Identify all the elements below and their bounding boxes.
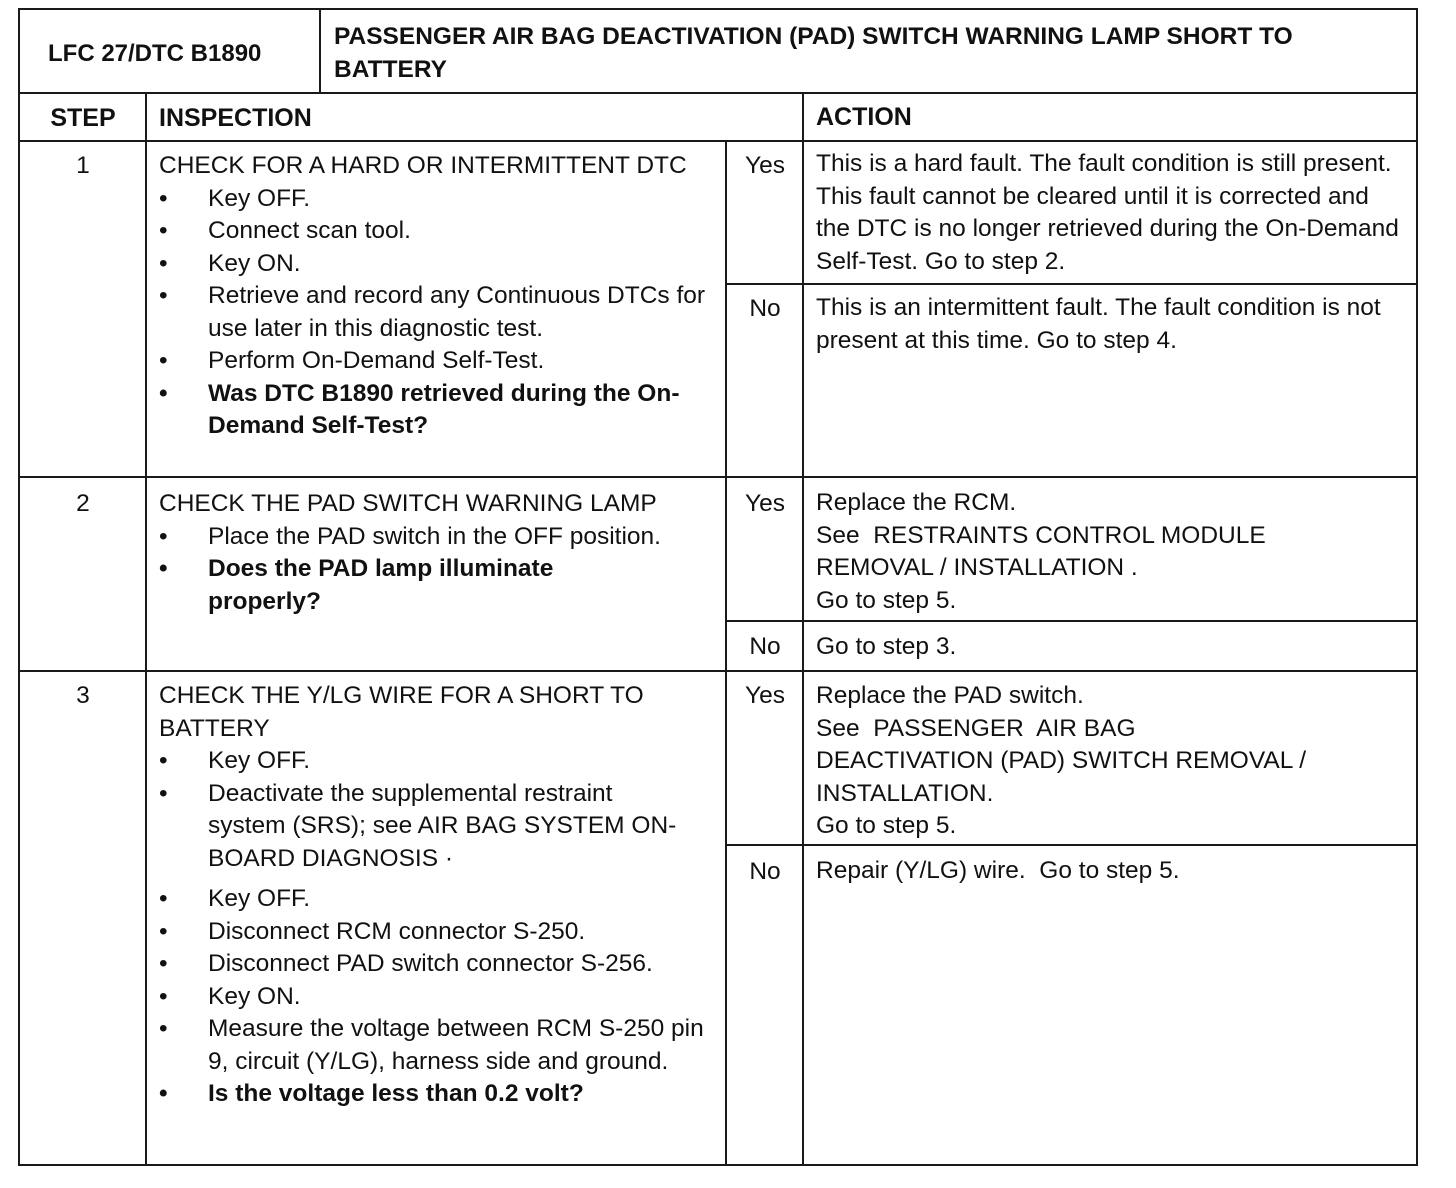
inspection-bullet [159,183,719,216]
action-text: Repair (Y/LG) wire. Go to step 5. [816,857,1180,884]
step-2-no-label-cell [725,620,805,673]
inspection-bullet [159,981,725,1014]
step-1-yes-action-cell [802,140,1418,286]
step-2-no-action-cell [802,620,1418,673]
table-title: PASSENGER AIR BAG DEACTIVATION (PAD) SWITCH WARNING LAMP SHORT TO BATTERY [334,23,1293,83]
action-line: REMOVAL / INSTALLATION . [816,554,1138,581]
step-3-number-cell [18,670,148,1166]
step-2-inspection [159,488,725,618]
step-3-no-label-cell [725,844,805,1166]
bullet-icon: • [159,747,168,774]
action-text: This is a hard fault. The fault condition is still present. This fault cannot be cleared until it is corrected and the DTC is no longer retrieved during the On-Demand Self-Test. Go to step 2. [816,150,1399,275]
bullet-text: Retrieve and record any Continuous DTCs for use later in this diagnostic test. [208,282,706,342]
bullet-text: Perform On-Demand Self-Test. [208,347,545,374]
step-1-no-label-cell [725,283,805,479]
action-line: Go to step 5. [816,586,957,614]
inspection-bullet [159,248,719,281]
action-line: See RESTRAINTS CONTROL MODULE [816,521,1266,549]
inspection-bullet [159,778,678,876]
action-text: Go to step 3. [816,633,957,660]
inspection-heading: CHECK THE Y/LG WIRE FOR A SHORT TO BATTERY [159,682,644,742]
inspection-bullet [159,521,725,554]
bullet-text: Is the voltage less than 0.2 volt? [208,1080,584,1107]
inspection-column-header-cell [145,92,805,142]
step-column-header: STEP [50,104,116,132]
inspection-question [159,1078,725,1111]
bullet-text: Was DTC B1890 retrieved during the On-Demand Self-Test? [208,379,680,439]
bullet-text: Place the PAD switch in the OFF position. [208,522,661,550]
bullet-icon: • [159,779,168,807]
step-2-yes-label-cell [725,476,805,623]
step-2-yes-action [816,487,1408,617]
action-column-header-cell [802,92,1418,142]
answer-label-yes: Yes [745,152,785,179]
bullet-text: Key ON. [208,249,301,277]
inspection-question [159,378,719,443]
table-title-cell [319,8,1418,94]
action-line: Replace the PAD switch. [816,682,1084,709]
answer-label-no: No [749,295,781,322]
bullet-text: Key OFF. [208,184,311,212]
step-1-inspection-cell [145,140,728,479]
bullet-icon: • [159,217,168,244]
bullet-icon: • [159,379,168,407]
step-3-inspection [159,680,725,1111]
bullet-icon: • [159,1080,168,1107]
step-2-yes-action-cell [802,476,1418,623]
bullet-text: Connect scan tool. [208,217,411,244]
step-2-inspection-cell [145,476,728,673]
inspection-bullet [159,215,719,248]
bullet-text: Disconnect RCM connector S-250. [208,917,586,945]
step-number: 3 [76,682,90,709]
step-1-yes-label-cell [725,140,805,286]
inspection-bullet [159,1013,725,1078]
bullet-text: Measure the voltage between RCM S-250 pin 9, circuit (Y/LG), harness side and ground. [208,1015,704,1075]
bullet-icon: • [159,522,168,550]
action-line: Go to step 5. [816,812,957,839]
step-3-yes-action-cell [802,670,1418,847]
step-1-inspection [159,150,719,443]
step-1-no-action-cell [802,283,1418,479]
bullet-icon: • [159,885,168,912]
bullet-text: Key OFF. [208,885,311,912]
bullet-icon: • [159,184,168,212]
step-column-header-cell [18,92,148,142]
dtc-code: LFC 27/DTC B1890 [48,40,262,67]
bullet-text: Key ON. [208,982,301,1010]
inspection-bullet [159,345,719,378]
inspection-question [159,553,608,618]
action-column-header: ACTION [816,103,912,131]
bullet-text: Does the PAD lamp illuminate properly? [208,555,554,615]
bullet-text: Deactivate the supplemental restraint system (SRS); see AIR BAG SYSTEM ON-BOARD DIAGNOSIS · [208,779,677,872]
bullet-text: Key OFF. [208,747,311,774]
action-line: INSTALLATION. [816,779,994,807]
inspection-bullet [159,883,725,916]
bullet-icon: • [159,347,168,374]
dtc-code-cell [18,8,322,94]
inspection-bullet [159,745,725,778]
action-line: Replace the RCM. [816,489,1017,516]
inspection-bullet [159,916,725,949]
step-2-number-cell [18,476,148,673]
bullet-icon: • [159,555,168,582]
inspection-heading: CHECK THE PAD SWITCH WARNING LAMP [159,490,657,517]
bullet-icon: • [159,950,168,977]
step-number: 2 [76,490,90,517]
step-3-no-action-cell [802,844,1418,1166]
bullet-icon: • [159,282,168,309]
answer-label-yes: Yes [745,682,785,709]
bullet-icon: • [159,917,168,945]
action-line: See PASSENGER AIR BAG [816,714,1136,742]
step-3-yes-label-cell [725,670,805,847]
action-line: DEACTIVATION (PAD) SWITCH REMOVAL / [816,747,1307,774]
step-3-inspection-cell [145,670,728,1166]
bullet-icon: • [159,1015,168,1042]
inspection-bullet [159,948,725,981]
answer-label-no: No [749,633,781,660]
inspection-column-header: INSPECTION [159,104,312,132]
action-text: This is an intermittent fault. The fault condition is not present at this time. Go to step 4. [816,294,1381,354]
inspection-heading: CHECK FOR A HARD OR INTERMITTENT DTC [159,152,687,179]
step-number: 1 [76,152,90,179]
bullet-icon: • [159,982,168,1010]
step-1-number-cell [18,140,148,479]
answer-label-yes: Yes [745,490,785,517]
inspection-bullet [159,280,719,345]
bullet-text: Disconnect PAD switch connector S-256. [208,950,653,977]
answer-label-no: No [749,858,781,885]
step-3-yes-action [816,680,1408,843]
bullet-icon: • [159,249,168,277]
